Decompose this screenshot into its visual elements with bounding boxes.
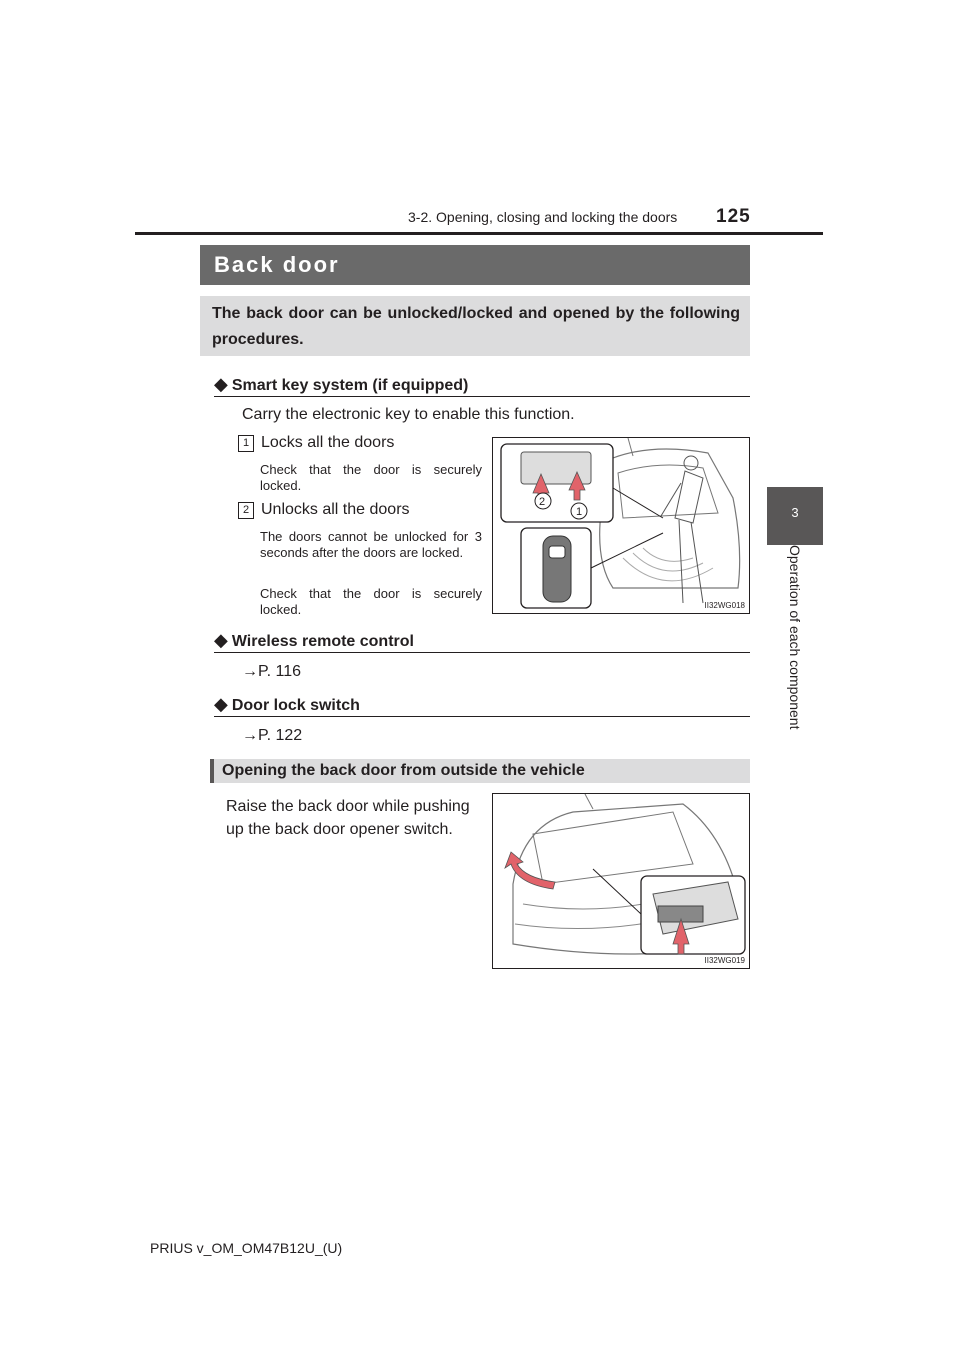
opening-heading: Opening the back door from outside the vehicle	[222, 762, 585, 779]
item-note-1a: Check that the door is securely locked.	[260, 462, 482, 493]
opening-figure	[492, 793, 750, 969]
callout-2: 2	[539, 496, 546, 508]
intro-box	[200, 296, 750, 356]
footer-model: PRIUS v_OM_OM47B12U_(U)	[150, 1240, 343, 1256]
header-rule	[135, 232, 823, 235]
door-lock-ref[interactable]: →P. 122	[242, 727, 303, 744]
door-lock-heading: ◆ Door lock switch	[214, 694, 360, 714]
page-number: 125	[716, 206, 751, 227]
item-note-2b: Check that the door is securely locked.	[260, 586, 482, 617]
page-title-bar	[200, 245, 750, 285]
subhead-rule	[214, 652, 750, 653]
diamond-icon: ◆	[214, 630, 228, 650]
smart-key-figure	[492, 437, 750, 614]
item-note-2a: The doors cannot be unlocked for 3 seconds after the doors are locked.	[260, 529, 482, 560]
item-number-2: 2	[238, 502, 254, 519]
subhead-rule	[214, 396, 750, 397]
opening-text: Raise the back door while pushing up the back door opener switch.	[226, 798, 470, 838]
page-title: Back door	[214, 252, 340, 277]
opening-heading-bar	[210, 759, 750, 783]
diamond-icon: ◆	[214, 374, 228, 394]
subhead-rule	[214, 716, 750, 717]
item-title-1: Locks all the doors	[261, 434, 395, 451]
smart-key-heading: ◆ Smart key system (if equipped)	[214, 374, 469, 394]
diamond-icon: ◆	[214, 694, 228, 714]
figure-code-2: II32WG019	[704, 956, 745, 965]
callout-1: 1	[576, 506, 583, 518]
car-rear-key-illustration	[493, 438, 749, 613]
chapter-tab	[767, 487, 823, 545]
item-title-2: Unlocks all the doors	[261, 501, 410, 518]
intro-text: The back door can be unlocked/locked and opened by the following procedures.	[212, 305, 740, 348]
item-number-1: 1	[238, 435, 254, 452]
wireless-ref[interactable]: →P. 116	[242, 663, 302, 680]
wireless-heading: ◆ Wireless remote control	[214, 630, 414, 650]
figure-code-1: II32WG018	[704, 601, 745, 610]
chapter-number: 3	[791, 505, 799, 520]
back-door-opener-illustration	[493, 794, 749, 968]
section-header: 3-2. Opening, closing and locking the doors	[408, 209, 678, 225]
chapter-label: Operation of each component	[787, 545, 803, 730]
smart-key-description: Carry the electronic key to enable this function.	[242, 406, 575, 423]
